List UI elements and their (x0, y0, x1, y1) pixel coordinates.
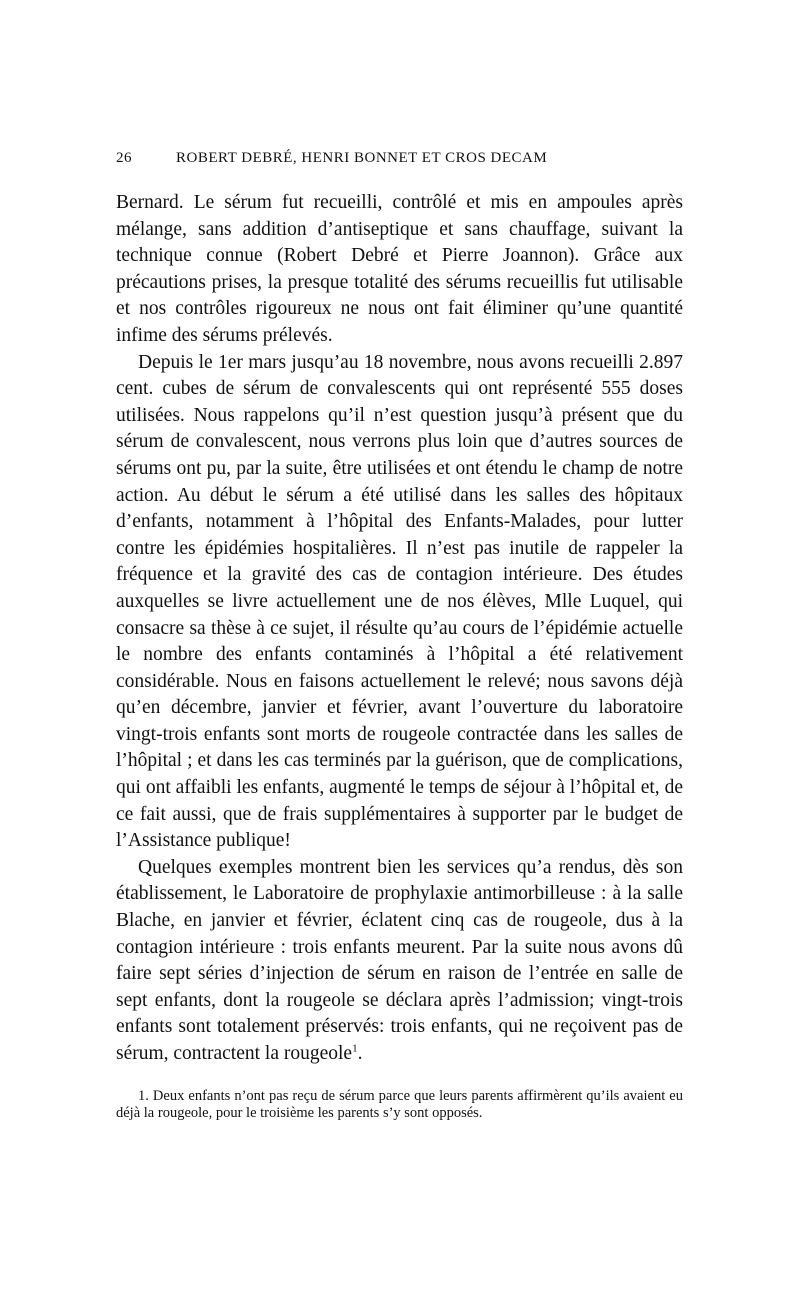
paragraph-1: Bernard. Le sérum fut recueilli, contrôlé et mis en ampoules après mélange, sans addition d’antiseptique et sans chauffage, suivant la technique connue (Robert Debré et Pierre Joannon). Grâce aux précautions prises, la presque totalité des sérums recueillis fut utilisable et nos contrôles rigoureux ne nous ont fait éliminer qu’une quantité infime des sérums prélevés. (116, 192, 683, 346)
running-title: ROBERT DEBRÉ, HENRI BONNET ET CROS DECAM (176, 150, 548, 166)
footnote-reference: 1 (352, 1042, 358, 1055)
body-text (116, 190, 683, 1068)
paragraph-3: Quelques exemples montrent bien les services qu’a rendus, dès son établissement, le Laboratoire de prophylaxie antimorbilleuse : à la salle Blache, en janvier et février, éclatent cinq cas de rougeole, dus à la contagion intérieure : trois enfants meurent. Par la suite nous avons dû faire sept séries d’injection de sérum en raison de l’entrée en salle de sept enfants, dont la rougeole se déclara après l’admission; vingt-trois enfants sont totalement préservés: trois enfants, qui ne reçoivent pas de sérum, contractent la rougeole$^1$. (116, 856, 683, 1064)
footnote: 1. Deux enfants n’ont pas reçu de sérum parce que leurs parents affirmèrent qu’ils avaient eu déjà la rougeole, pour le troisième les parents s’y sont opposés. (116, 1087, 683, 1122)
page-number: 26 (116, 150, 132, 166)
page-header (116, 150, 683, 176)
document-page (116, 150, 683, 1137)
paragraph-3-text: Quelques exemples montrent bien les services qu’a rendus, dès son établissement, le Laboratoire de prophylaxie antimorbilleuse : à la salle Blache, en janvier et février, éclatent cinq cas de rougeole, dus à la contagion intérieure : trois enfants meurent. Par la suite nous avons dû faire sept séries d’injection de sérum en raison de l’entrée en salle de sept enfants, dont la rougeole se déclara après l’admission; vingt-trois enfants sont totalement préservés: trois enfants, qui ne reçoivent pas de sérum, contractent la rougeole (116, 856, 683, 1064)
paragraph-2: Depuis le 1er mars jusqu’au 18 novembre, nous avons recueilli 2.897 cent. cubes de sérum de convalescents qui ont représenté 555 doses utilisées. Nous rappelons qu’il n’est question jusqu’à présent que du sérum de convalescent, nous verrons plus loin que d’autres sources de sérums ont pu, par la suite, être utilisées et ont étendu le champ de notre action. Au début le sérum a été utilisé dans les salles des hôpitaux d’enfants, notamment à l’hôpital des Enfants-Malades, pour lutter contre les épidémies hospitalières. Il n’est pas inutile de rappeler la fréquence et la gravité des cas de contagion intérieure. Des études auxquelles se livre actuellement une de nos élèves, Mlle Luquel, qui consacre sa thèse à ce sujet, il résulte qu’au cours de l’épidémie actuelle le nombre des enfants contaminés à l’hôpital a été relativement considérable. Nous en faisons actuellement le relevé; nous savons déjà qu’en décembre, janvier et février, avant l’ouverture du laboratoire vingt-trois enfants sont morts de rougeole contractée dans les salles de l’hôpital ; et dans les cas terminés par la guérison, que de complications, qui ont affaibli les enfants, augmenté le temps de séjour à l’hôpital et, de ce fait aussi, que de frais supplémentaires à supporter par le budget de l’Assistance publique! (116, 351, 683, 852)
